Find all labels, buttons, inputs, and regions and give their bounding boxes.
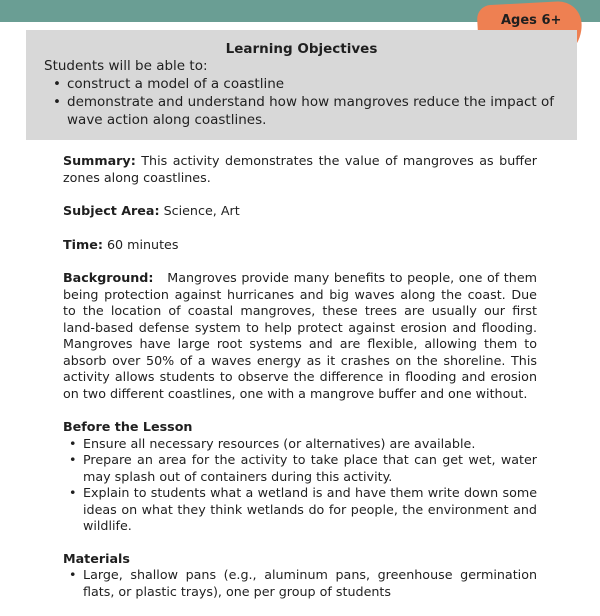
learning-objectives-intro: Students will be able to: [44, 58, 208, 74]
subject-area-label: Subject Area: [63, 203, 160, 218]
subject-area-paragraph [63, 203, 537, 220]
time-label: Time: [63, 236, 103, 252]
before-lesson-list [63, 436, 537, 535]
summary-paragraph [63, 153, 537, 186]
age-badge-label: Ages 6+ [501, 13, 562, 28]
subject-area-text: Science, Art [159, 203, 240, 218]
time-text: 60 minutes [102, 236, 179, 252]
objective-item: • construct a model of a coastline [26, 75, 577, 93]
before-lesson-heading: Before the Lesson [63, 419, 193, 434]
lesson-content [63, 153, 542, 616]
before-lesson-item: • Ensure all necessary resources (or alternatives) are available. [63, 436, 537, 453]
materials-heading: Materials [63, 550, 130, 566]
before-lesson-item: • Explain to students what a wetland is and have them write down some ideas on what they think wetlands do for people, the environment and wildlife. [63, 485, 537, 535]
background-label: Background: [63, 270, 154, 285]
materials-list [63, 567, 537, 600]
materials-item: • Large, shallow pans (e.g., aluminum pans, greenhouse germination flats, or plastic trays), one per group of students [63, 567, 537, 600]
before-lesson-item: • Prepare an area for the activity to take place that can get wet, water may splash out of containers during this activity. [63, 452, 537, 485]
learning-objectives-list [26, 75, 577, 129]
objective-item: • demonstrate and understand how how mangroves reduce the impact of wave action along coastlines. [26, 93, 577, 129]
summary-text: This activity demonstrates the value of mangroves as buffer zones along coastlines. [63, 153, 537, 185]
learning-objectives-title: Learning Objectives [225, 41, 378, 57]
summary-label: Summary: [63, 153, 136, 168]
learning-objectives-box [26, 30, 577, 140]
background-paragraph [63, 270, 542, 402]
time-paragraph [63, 237, 537, 254]
background-text: Mangroves provide many benefits to people, one of them being protection against hurricanes and big waves along the coast. Due to the location of coastal mangroves, these trees are usually our first land-based defense system to help protect against erosion and flooding. Mangroves have large root systems and are flexible, allowing them to absorb over 50% of a waves energy as it crashes on the shoreline. This activity allows students to observe the difference in flooding and erosion on two different coastlines, one with a mangrove buffer and one without. [63, 270, 542, 401]
